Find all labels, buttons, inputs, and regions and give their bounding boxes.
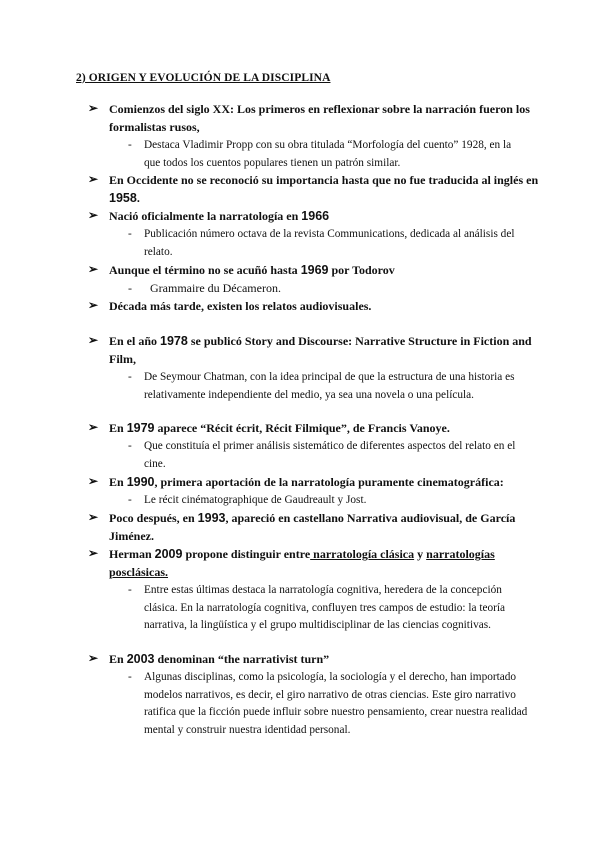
list-item — [88, 420, 548, 438]
item-text: En el año — [109, 334, 161, 348]
item-text: Década más tarde, existen los relatos audiovisuales. — [109, 299, 372, 313]
item-text: En — [109, 421, 127, 435]
year: 1978 — [160, 334, 188, 348]
list-item — [88, 333, 548, 368]
sub-item-text: De Seymour Chatman, con la idea principal de que la estructura de una historia es relativamente independiente del medio, ya sea una novela o una película. — [144, 371, 515, 401]
section-heading: 2) ORIGEN Y EVOLUCIÓN DE LA DISCIPLINA — [76, 72, 331, 84]
item-text: Poco después, en — [109, 511, 198, 525]
year: 1993 — [197, 511, 226, 525]
item-text-end: denominan “the narrativist turn” — [154, 652, 330, 666]
arrow-bullet-icon: ➢ — [88, 546, 99, 560]
item-text-end: , primera aportación de la narratología puramente cinematográfica: — [154, 475, 504, 489]
dash-bullet: - — [128, 281, 132, 295]
item-text-end: se publicó Story and Discourse: Narrative Structure in Fiction and Film, — [109, 334, 532, 366]
year: 2003 — [126, 652, 155, 666]
dash-bullet: - — [128, 139, 132, 151]
arrow-bullet-icon: ➢ — [88, 298, 99, 312]
sub-item-text: Grammaire du Décameron. — [150, 281, 281, 295]
dash-bullet: - — [128, 494, 132, 506]
sub-item — [128, 226, 528, 261]
year: 1958 — [109, 190, 137, 205]
item-text-end: aparece “Récit écrit, Récit Filmique”, de Francis Vanoye. — [154, 421, 450, 435]
dash-bullet: - — [128, 228, 132, 240]
list-item — [88, 474, 548, 492]
sub-item-text: Le récit cinématographique de Gaudreault y Jost. — [144, 494, 367, 506]
item-text-and: y — [414, 547, 427, 561]
sub-item — [128, 438, 528, 473]
item-text: En — [109, 652, 127, 666]
sub-item — [128, 137, 528, 172]
list-item — [88, 298, 548, 316]
arrow-bullet-icon: ➢ — [88, 474, 99, 488]
arrow-bullet-icon: ➢ — [88, 510, 99, 524]
dash-bullet: - — [128, 671, 132, 683]
year: 1979 — [126, 421, 155, 435]
item-text-end: . — [136, 190, 140, 205]
list-item — [88, 208, 548, 226]
sub-item-text: Algunas disciplinas, como la psicología, la sociología y el derecho, han importado modelos narrativos, es decir, el giro narrativo de otras ciencias. Este giro narrativo ratifica que la ficción puede influir sobre nuestro pensamiento, crear nuestra realidad mental y construir nuestra identidad personal. — [144, 671, 528, 736]
term-postclassical: narratologías posclásicas. — [109, 547, 495, 579]
sub-item-text: Publicación número octava de la revista Communications, dedicada al análisis del relato. — [144, 228, 515, 258]
item-text: Nació oficialmente la narratología en — [109, 209, 302, 223]
item-text: Comienzos del siglo XX: Los primeros en reflexionar sobre la narración fueron los formalistas rusos, — [109, 102, 530, 134]
arrow-bullet-icon: ➢ — [88, 172, 99, 186]
item-text-mid: propone distinguir entre — [182, 547, 311, 561]
year: 1969 — [300, 263, 329, 277]
sub-item — [128, 280, 528, 298]
dash-bullet: - — [128, 371, 132, 383]
item-text: En — [109, 475, 127, 489]
arrow-bullet-icon: ➢ — [88, 651, 99, 665]
term-classical: narratología clásica — [310, 547, 415, 561]
item-text: Herman — [109, 547, 155, 561]
arrow-bullet-icon: ➢ — [88, 208, 99, 222]
item-text-end: por Todorov — [328, 263, 395, 277]
list-item — [88, 101, 548, 136]
sub-item — [128, 582, 528, 635]
list-item — [88, 651, 548, 669]
arrow-bullet-icon: ➢ — [88, 420, 99, 434]
list-item — [88, 172, 548, 207]
dash-bullet: - — [128, 440, 132, 452]
dash-bullet: - — [128, 584, 132, 596]
sub-item-text: Que constituía el primer análisis sistemático de diferentes aspectos del relato en el cine. — [144, 440, 516, 470]
arrow-bullet-icon: ➢ — [88, 262, 99, 276]
list-item — [88, 262, 548, 280]
list-item — [88, 546, 548, 581]
year: 2009 — [154, 547, 183, 561]
sub-item — [128, 369, 528, 404]
year: 1966 — [301, 209, 330, 223]
arrow-bullet-icon: ➢ — [88, 101, 99, 115]
item-text: En Occidente no se reconoció su importancia hasta que no fue traducida al inglés en — [109, 173, 539, 187]
list-item — [88, 510, 548, 545]
sub-item — [128, 669, 528, 739]
sub-item-text: Destaca Vladimir Propp con su obra titulada “Morfología del cuento” 1928, en la que todos los cuentos populares tienen un patrón similar. — [144, 139, 512, 169]
year: 1990 — [126, 475, 155, 489]
sub-item — [128, 492, 528, 510]
item-text: Aunque el término no se acuñó hasta — [109, 263, 301, 277]
item-text-end: , apareció en castellano Narrativa audiovisual, de García Jiménez. — [109, 511, 516, 543]
arrow-bullet-icon: ➢ — [88, 333, 99, 347]
sub-item-text: Entre estas últimas destaca la narratología cognitiva, heredera de la concepción clásica. En la narratología cognitiva, confluyen tres campos de estudio: la teoría narrativa, la lingüística y el grupo multidisciplinar de las ciencias cognitivas. — [144, 584, 506, 631]
